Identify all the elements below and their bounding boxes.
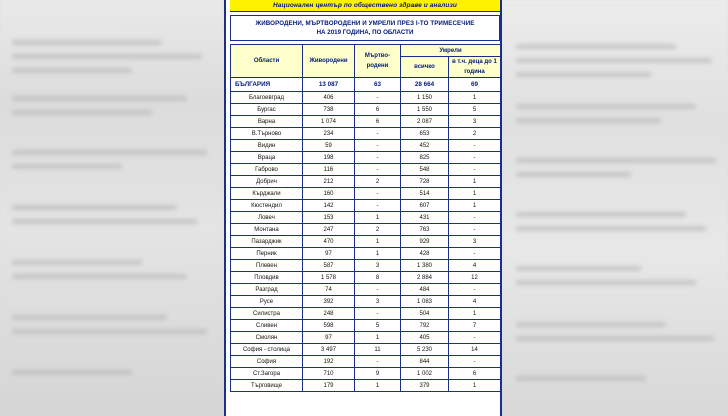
deaths-infant-value: 1 bbox=[449, 176, 501, 188]
region-name: Враца bbox=[231, 152, 303, 164]
region-name: Пловдив bbox=[231, 272, 303, 284]
region-name: Сливен bbox=[231, 320, 303, 332]
table-row bbox=[231, 308, 501, 320]
table-row bbox=[231, 248, 501, 260]
liveborn-value: 179 bbox=[303, 380, 355, 392]
header-deaths-total: всичко bbox=[401, 57, 449, 78]
stillborn-value: 3 bbox=[355, 296, 401, 308]
region-name: София bbox=[231, 356, 303, 368]
report-title-line-2: НА 2019 ГОДИНА, ПО ОБЛАСТИ bbox=[316, 29, 414, 36]
deaths-total-value: 431 bbox=[401, 212, 449, 224]
region-name: Благоевград bbox=[231, 92, 303, 104]
stillborn-value: - bbox=[355, 188, 401, 200]
table-row bbox=[231, 332, 501, 344]
deaths-total-value: 428 bbox=[401, 248, 449, 260]
liveborn-value: 710 bbox=[303, 368, 355, 380]
stillborn-value: - bbox=[355, 92, 401, 104]
region-name: В.Търново bbox=[231, 128, 303, 140]
region-name: Търговище bbox=[231, 380, 303, 392]
deaths-total-value: 514 bbox=[401, 188, 449, 200]
table-row bbox=[231, 356, 501, 368]
document-page bbox=[224, 0, 502, 416]
deaths-infant-value: 7 bbox=[449, 320, 501, 332]
deaths-infant-value: 4 bbox=[449, 296, 501, 308]
table-row bbox=[231, 104, 501, 116]
table-row bbox=[231, 164, 501, 176]
liveborn-value: 97 bbox=[303, 248, 355, 260]
deaths-total-value: 548 bbox=[401, 164, 449, 176]
table-body bbox=[231, 78, 501, 392]
header-liveborn: Живородени bbox=[303, 45, 355, 78]
region-name: Кърджали bbox=[231, 188, 303, 200]
blurred-background-right bbox=[502, 0, 728, 416]
region-name: Ловеч bbox=[231, 212, 303, 224]
liveborn-value: 392 bbox=[303, 296, 355, 308]
blurred-background-left bbox=[0, 0, 224, 416]
deaths-total-value: 379 bbox=[401, 380, 449, 392]
deaths-infant-value: 6 bbox=[449, 368, 501, 380]
deaths-total-value: 1 083 bbox=[401, 296, 449, 308]
deaths-total-value: 728 bbox=[401, 176, 449, 188]
report-title-line-1: ЖИВОРОДЕНИ, МЪРТВОРОДЕНИ И УМРЕЛИ ПРЕЗ I-ТО ТРИМЕСЕЧИЕ bbox=[255, 20, 475, 27]
stillborn-value: 6 bbox=[355, 116, 401, 128]
deaths-infant-value: 14 bbox=[449, 344, 501, 356]
region-name: Русе bbox=[231, 296, 303, 308]
table-row bbox=[231, 380, 501, 392]
liveborn-value: 97 bbox=[303, 332, 355, 344]
liveborn-value: 212 bbox=[303, 176, 355, 188]
liveborn-value: 738 bbox=[303, 104, 355, 116]
deaths-infant-value: - bbox=[449, 224, 501, 236]
table-row bbox=[231, 236, 501, 248]
region-name: Силистра bbox=[231, 308, 303, 320]
stillborn-value: 9 bbox=[355, 368, 401, 380]
stillborn-value: - bbox=[355, 284, 401, 296]
table-row bbox=[231, 272, 501, 284]
deaths-infant-value: 3 bbox=[449, 236, 501, 248]
table-row bbox=[231, 116, 501, 128]
table-row-total bbox=[231, 78, 501, 92]
region-name: Монтана bbox=[231, 224, 303, 236]
liveborn-value: 234 bbox=[303, 128, 355, 140]
liveborn-value: 470 bbox=[303, 236, 355, 248]
deaths-total-value: 1 550 bbox=[401, 104, 449, 116]
deaths-total-value: 2 884 bbox=[401, 272, 449, 284]
stillborn-value: 8 bbox=[355, 272, 401, 284]
deaths-total-value: 844 bbox=[401, 356, 449, 368]
deaths-total-value: 763 bbox=[401, 224, 449, 236]
region-name: Варна bbox=[231, 116, 303, 128]
deaths-infant-value: 3 bbox=[449, 116, 501, 128]
deaths-infant-value: 1 bbox=[449, 200, 501, 212]
liveborn-value: 587 bbox=[303, 260, 355, 272]
deaths-infant-value: 1 bbox=[449, 92, 501, 104]
region-name: Плевен bbox=[231, 260, 303, 272]
table-header bbox=[231, 45, 501, 78]
deaths-total-value: 1 380 bbox=[401, 260, 449, 272]
table-row bbox=[231, 92, 501, 104]
stillborn-value: - bbox=[355, 164, 401, 176]
table-row bbox=[231, 260, 501, 272]
organization-banner: Национален център по обществено здраве и анализи bbox=[230, 0, 500, 12]
header-region: Области bbox=[231, 45, 303, 78]
header-stillborn: Мъртво- родени bbox=[355, 45, 401, 78]
region-name: Смолян bbox=[231, 332, 303, 344]
deaths-total-value: 792 bbox=[401, 320, 449, 332]
table-row bbox=[231, 296, 501, 308]
deaths-total-value: 5 230 bbox=[401, 344, 449, 356]
liveborn-value: 192 bbox=[303, 356, 355, 368]
stillborn-value: - bbox=[355, 128, 401, 140]
stillborn-value: 5 bbox=[355, 320, 401, 332]
deaths-infant-value: 5 bbox=[449, 104, 501, 116]
region-name: Ст.Загора bbox=[231, 368, 303, 380]
table-row bbox=[231, 284, 501, 296]
region-name: София - столица bbox=[231, 344, 303, 356]
liveborn-value: 598 bbox=[303, 320, 355, 332]
deaths-infant-value: - bbox=[449, 284, 501, 296]
liveborn-value: 116 bbox=[303, 164, 355, 176]
liveborn-value: 247 bbox=[303, 224, 355, 236]
deaths-total-value: 452 bbox=[401, 140, 449, 152]
liveborn-value: 1 074 bbox=[303, 116, 355, 128]
deaths-total-value: 607 bbox=[401, 200, 449, 212]
liveborn-value: 248 bbox=[303, 308, 355, 320]
liveborn-value: 3 497 bbox=[303, 344, 355, 356]
statistics-table bbox=[230, 44, 501, 392]
deaths-infant-value: - bbox=[449, 140, 501, 152]
deaths-total-value: 504 bbox=[401, 308, 449, 320]
table-row bbox=[231, 176, 501, 188]
region-name: Бургас bbox=[231, 104, 303, 116]
deaths-infant-value: - bbox=[449, 152, 501, 164]
stillborn-value: - bbox=[355, 308, 401, 320]
total-liveborn: 13 087 bbox=[303, 78, 355, 92]
deaths-infant-value: 1 bbox=[449, 188, 501, 200]
stillborn-value: 3 bbox=[355, 260, 401, 272]
table-row bbox=[231, 128, 501, 140]
stillborn-value: - bbox=[355, 152, 401, 164]
stillborn-value: 1 bbox=[355, 248, 401, 260]
region-name: Пазарджик bbox=[231, 236, 303, 248]
region-name: Разград bbox=[231, 284, 303, 296]
total-deaths-total: 28 664 bbox=[401, 78, 449, 92]
deaths-infant-value: 2 bbox=[449, 128, 501, 140]
liveborn-value: 406 bbox=[303, 92, 355, 104]
deaths-total-value: 484 bbox=[401, 284, 449, 296]
stillborn-value: 1 bbox=[355, 212, 401, 224]
liveborn-value: 59 bbox=[303, 140, 355, 152]
table-row bbox=[231, 368, 501, 380]
deaths-total-value: 2 087 bbox=[401, 116, 449, 128]
deaths-infant-value: 4 bbox=[449, 260, 501, 272]
liveborn-value: 160 bbox=[303, 188, 355, 200]
stillborn-value: 1 bbox=[355, 236, 401, 248]
deaths-infant-value: - bbox=[449, 356, 501, 368]
region-name: Габрово bbox=[231, 164, 303, 176]
table-row bbox=[231, 224, 501, 236]
header-deaths-infant: в т.ч. деца до 1 година bbox=[449, 57, 501, 78]
stillborn-value: 1 bbox=[355, 332, 401, 344]
table-row bbox=[231, 320, 501, 332]
deaths-infant-value: - bbox=[449, 212, 501, 224]
deaths-infant-value: - bbox=[449, 164, 501, 176]
deaths-infant-value: - bbox=[449, 248, 501, 260]
deaths-total-value: 653 bbox=[401, 128, 449, 140]
liveborn-value: 153 bbox=[303, 212, 355, 224]
table-row bbox=[231, 140, 501, 152]
region-name: Добрич bbox=[231, 176, 303, 188]
total-deaths-infant: 69 bbox=[449, 78, 501, 92]
stillborn-value: 2 bbox=[355, 176, 401, 188]
header-deaths-group: Умрели bbox=[401, 45, 501, 57]
region-name: Видин bbox=[231, 140, 303, 152]
table-row bbox=[231, 188, 501, 200]
stillborn-value: 1 bbox=[355, 380, 401, 392]
liveborn-value: 198 bbox=[303, 152, 355, 164]
total-region: БЪЛГАРИЯ bbox=[231, 78, 303, 92]
stillborn-value: 2 bbox=[355, 224, 401, 236]
deaths-infant-value: - bbox=[449, 332, 501, 344]
deaths-total-value: 1 150 bbox=[401, 92, 449, 104]
stillborn-value: 6 bbox=[355, 104, 401, 116]
deaths-infant-value: 1 bbox=[449, 380, 501, 392]
table-row bbox=[231, 152, 501, 164]
deaths-infant-value: 12 bbox=[449, 272, 501, 284]
report-title bbox=[230, 15, 500, 41]
liveborn-value: 142 bbox=[303, 200, 355, 212]
stillborn-value: 11 bbox=[355, 344, 401, 356]
liveborn-value: 1 578 bbox=[303, 272, 355, 284]
deaths-total-value: 1 002 bbox=[401, 368, 449, 380]
deaths-total-value: 405 bbox=[401, 332, 449, 344]
stillborn-value: - bbox=[355, 140, 401, 152]
stillborn-value: - bbox=[355, 356, 401, 368]
table-row bbox=[231, 212, 501, 224]
deaths-total-value: 929 bbox=[401, 236, 449, 248]
region-name: Кюстендил bbox=[231, 200, 303, 212]
deaths-total-value: 825 bbox=[401, 152, 449, 164]
table-row bbox=[231, 344, 501, 356]
deaths-infant-value: 1 bbox=[449, 308, 501, 320]
liveborn-value: 74 bbox=[303, 284, 355, 296]
stillborn-value: - bbox=[355, 200, 401, 212]
table-row bbox=[231, 200, 501, 212]
total-stillborn: 63 bbox=[355, 78, 401, 92]
region-name: Перник bbox=[231, 248, 303, 260]
